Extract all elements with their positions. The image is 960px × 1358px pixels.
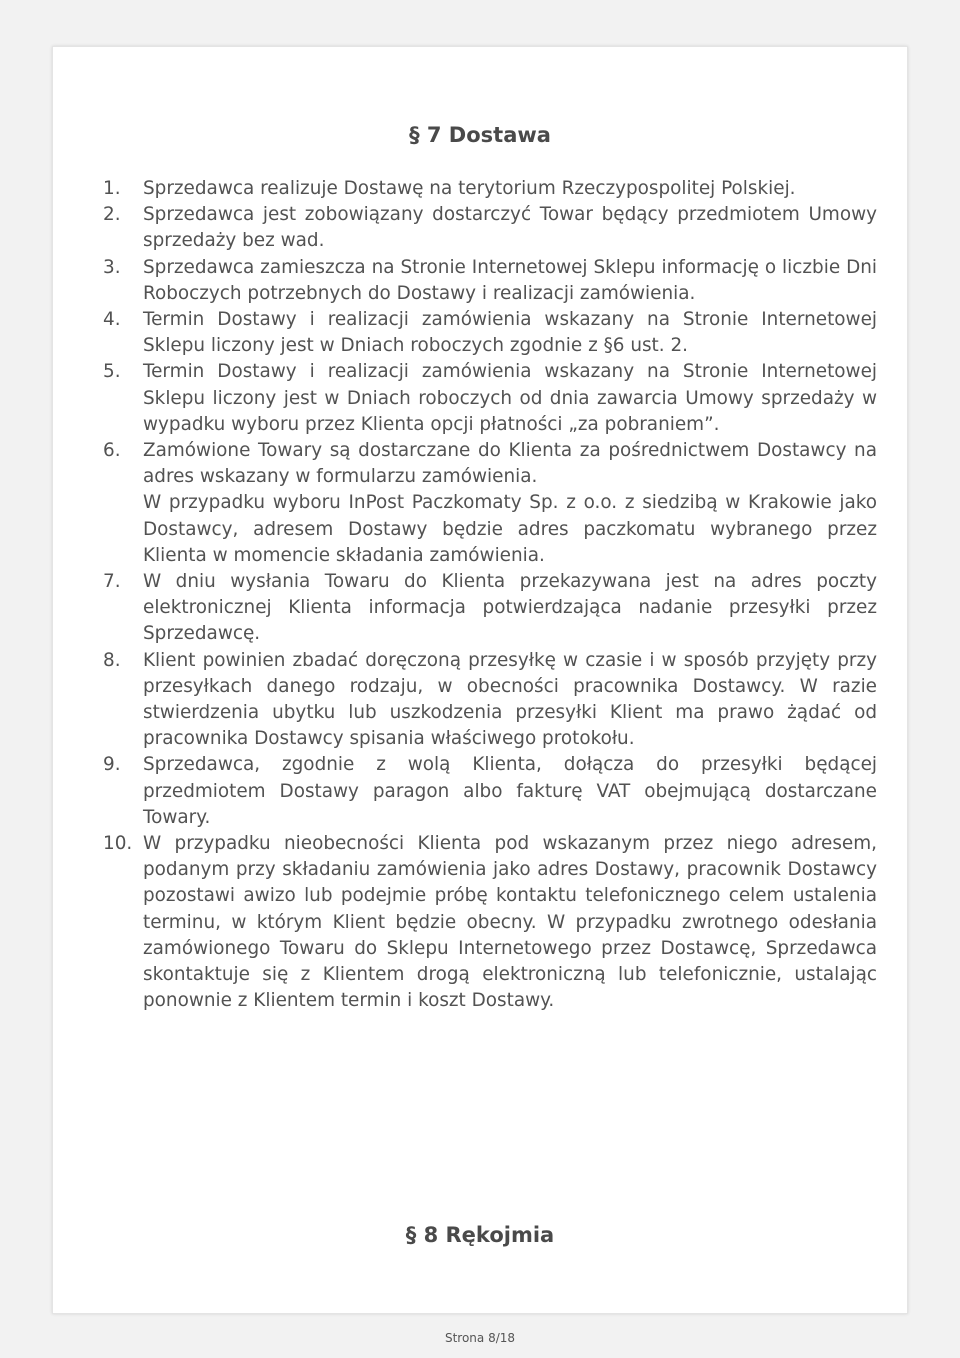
list-item [103,255,877,307]
item-number: 4. [103,309,121,331]
item-text: Sprzedawca realizuje Dostawę na terytorium Rzeczypospolitej Polskiej. [143,178,796,199]
list-item [103,752,877,831]
item-text-continuation: W przypadku wyboru InPost Paczkomaty Sp. z o.o. z siedzibą w Krakowie jako Dostawcy, adresem Dostawy będzie adres paczkomatu wybranego przez Klienta w momencie składania zamówienia. [143,492,877,566]
item-text: Sprzedawca jest zobowiązany dostarczyć Towar będący przedmiotem Umowy sprzedaży bez wad. [143,204,877,252]
item-number: 2. [103,204,121,226]
item-text: W dniu wysłania Towaru do Klienta przekazywana jest na adres poczty elektronicznej Klienta informacja potwierdzająca nadanie przesyłki przez Sprzedawcę. [143,571,877,645]
item-number: 9. [103,754,121,776]
item-text: Sprzedawca, zgodnie z wolą Klienta, dołącza do przesyłki będącej przedmiotem Dostawy paragon albo fakturę VAT obejmującą dostarczane Towary. [143,754,877,828]
item-text: Sprzedawca zamieszcza na Stronie Internetowej Sklepu informację o liczbie Dni Roboczych potrzebnych do Dostawy i realizacji zamówienia. [143,256,877,304]
item-text: Termin Dostawy i realizacji zamówienia wskazany na Stronie Internetowej Sklepu liczony jest w Dniach roboczych od dnia zawarcia Umowy sprzedaży w wypadku wyboru przez Klienta opcji płatności „za pobraniem”. [143,361,877,435]
item-text: W przypadku nieobecności Klienta pod wskazanym przez niego adresem, podanym przy składaniu zamówienia jako adres Dostawy, pracownik Dostawcy pozostawi awizo lub podejmie próbę kontaktu telefonicznego celem ustalenia terminu, w którym Klient będzie obecny. W przypadku zwrotnego odesłania zamówionego Towaru do Sklepu Internetowego przez Dostawcę, Sprzedawca skontaktuje się z Klientem drogą elektroniczną lub telefonicznie, ustalając ponownie z Klientem termin i koszt Dostawy. [143,833,877,1012]
item-text: Termin Dostawy i realizacji zamówienia wskazany na Stronie Internetowej Sklepu liczony jest w Dniach roboczych zgodnie z §6 ust. 2. [143,309,877,357]
list-item [103,648,877,753]
item-number: 5. [103,361,121,383]
list-item [103,831,877,1014]
document-page [52,46,908,1314]
item-number: 1. [103,178,121,199]
item-number: 8. [103,649,121,671]
item-text: Klient powinien zbadać doręczoną przesyłkę w czasie i w sposób przyjęty przy przesyłkach danego rodzaju, w obecności pracownika Dostawcy. W razie stwierdzenia ubytku lub uszkodzenia przesyłki Klient ma prawo żądać od pracownika Dostawcy spisania właściwego protokołu. [143,649,877,750]
list-item [103,307,877,359]
item-text: Zamówione Towary są dostarczane do Klienta za pośrednictwem Dostawcy na adres wskazany w formularzu zamówienia. [143,440,877,488]
item-number: 7. [103,571,121,593]
list-item [103,438,877,569]
list-item [103,176,877,202]
item-number: 10. [103,833,133,855]
section-7-heading: § 7 Dostawa [409,123,551,147]
list-item [103,202,877,254]
item-number: 3. [103,256,121,278]
section-8-heading: § 8 Rękojmia [405,1223,555,1247]
list-item [103,569,877,648]
delivery-terms-list [103,176,877,1015]
item-number: 6. [103,440,121,462]
list-item [103,359,877,438]
page-number: Strona 8/18 [444,1331,516,1345]
